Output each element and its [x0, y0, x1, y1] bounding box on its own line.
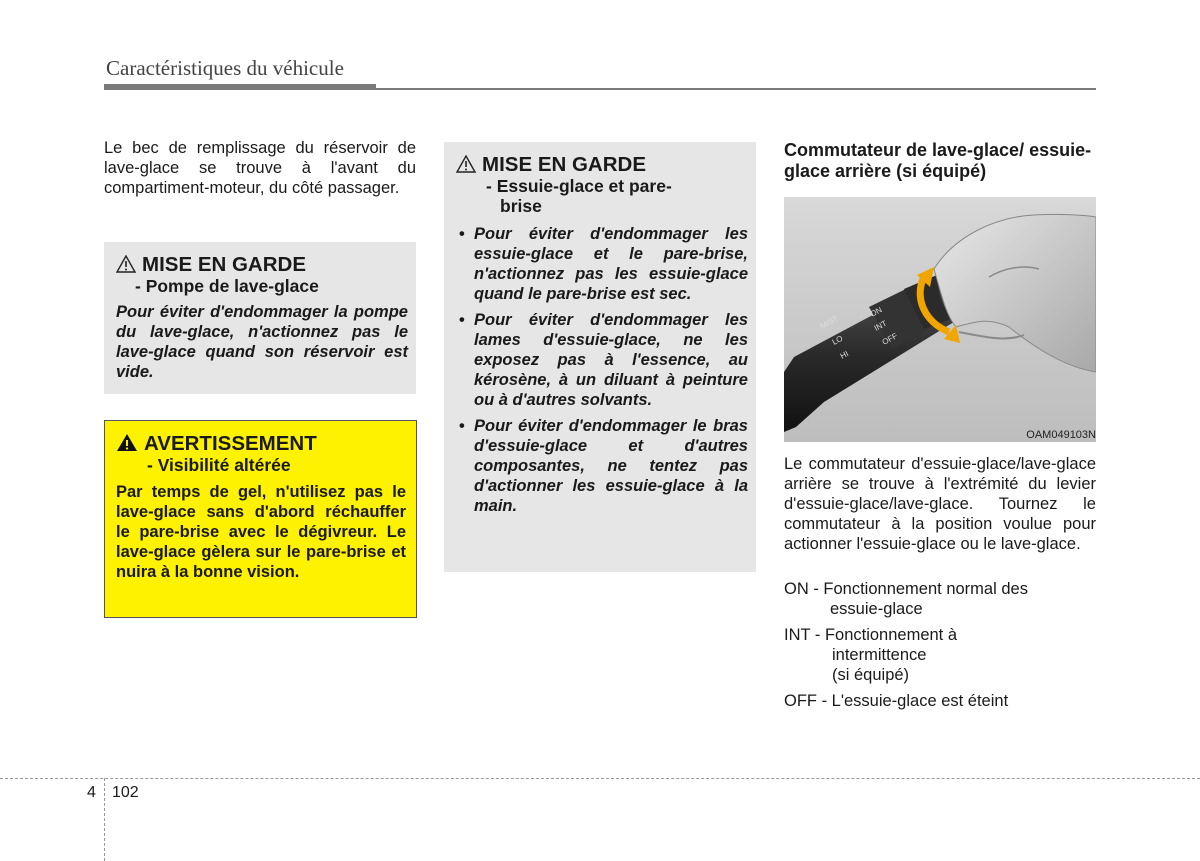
wiper-switch-figure [784, 197, 1096, 442]
switch-label-lo: LO [830, 333, 845, 347]
caution-triangle-icon [116, 255, 136, 273]
list-item: • Pour éviter d'endommager les essuie-glace et le pare-brise, n'actionnez pas les essuie-glace quand le pare-brise est sec. [456, 224, 748, 304]
figure-caption: OAM049103N [1026, 429, 1096, 441]
caution-subtitle-line1: - Essuie-glace et pare- [486, 176, 672, 196]
position-int-line2: intermittence [832, 646, 927, 664]
caution-box-wipers [444, 142, 756, 572]
section-heading: Commutateur de lave-glace/ essuie-glace arrière (si équipé) [784, 140, 1092, 181]
position-off-line: OFF - L'essuie-glace est éteint [784, 692, 1009, 710]
page-number: 102 [112, 784, 139, 801]
warning-box-visibility [104, 420, 417, 618]
position-on-line1: ON - Fonctionnement normal des [784, 580, 1028, 598]
wiper-switch-illustration [784, 197, 1096, 442]
warning-title: AVERTISSEMENT [144, 432, 317, 455]
list-item: • Pour éviter d'endommager le bras d'essuie-glace et d'autres composantes, ne tentez pas d'actionner les essuie-glace à la main. [456, 416, 748, 516]
switch-label-mist: MIST [818, 313, 840, 331]
header-rule-thin [376, 88, 1096, 90]
position-on-line2: essuie-glace [830, 600, 923, 618]
switch-description: Le commutateur d'essuie-glace/lave-glace arrière se trouve à l'extrémité du levier d'essuie-glace/lave-glace. Tournez le commutateur à la position voulue pour actionner l'essuie-glace ou le lave-glace. [784, 455, 1096, 553]
caution-title: MISE EN GARDE [142, 253, 307, 276]
caution-body: Pour éviter d'endommager la pompe du lave-glace, n'actionnez pas le lave-glace quand son réservoir est vide. [116, 303, 408, 381]
switch-label-on: ON [868, 305, 884, 319]
warning-body: Par temps de gel, n'utilisez pas le lave-glace sans d'abord réchauffer le pare-brise avec le dégivreur. Le lave-glace gèlera sur le pare-brise et nuira à la bonne vision. [116, 483, 406, 581]
caution-subtitle-line2: brise [500, 196, 542, 216]
caution-subtitle: - Pompe de lave-glace [135, 276, 319, 296]
chapter-number: 4 [87, 784, 96, 801]
caution-title: MISE EN GARDE [482, 153, 647, 176]
switch-label-off: OFF [880, 331, 900, 347]
position-int-line1: INT - Fonctionnement à [784, 626, 958, 644]
header-rule [104, 84, 376, 90]
list-item: • Pour éviter d'endommager les lames d'essuie-glace, ne les exposez pas à l'essence, au kérosène, à un diluant à peinture ou à d'autres solvants. [456, 310, 748, 410]
page-header-title: Caractéristiques du véhicule [106, 56, 344, 80]
footer-divider [104, 778, 105, 861]
warning-subtitle: - Visibilité altérée [147, 455, 291, 475]
warning-triangle-icon [116, 433, 138, 452]
position-int-line3: (si équipé) [832, 666, 910, 684]
caution-box-pump [104, 242, 416, 394]
footer-rule [0, 778, 1200, 779]
caution-triangle-icon [456, 155, 476, 173]
switch-label-int: INT [872, 318, 889, 333]
caution-bullet-list [456, 224, 748, 516]
intro-paragraph: Le bec de remplissage du réservoir de lave-glace se trouve à l'avant du compartiment-moteur, du côté passager. [104, 139, 416, 197]
switch-label-hi: HI [838, 349, 851, 361]
